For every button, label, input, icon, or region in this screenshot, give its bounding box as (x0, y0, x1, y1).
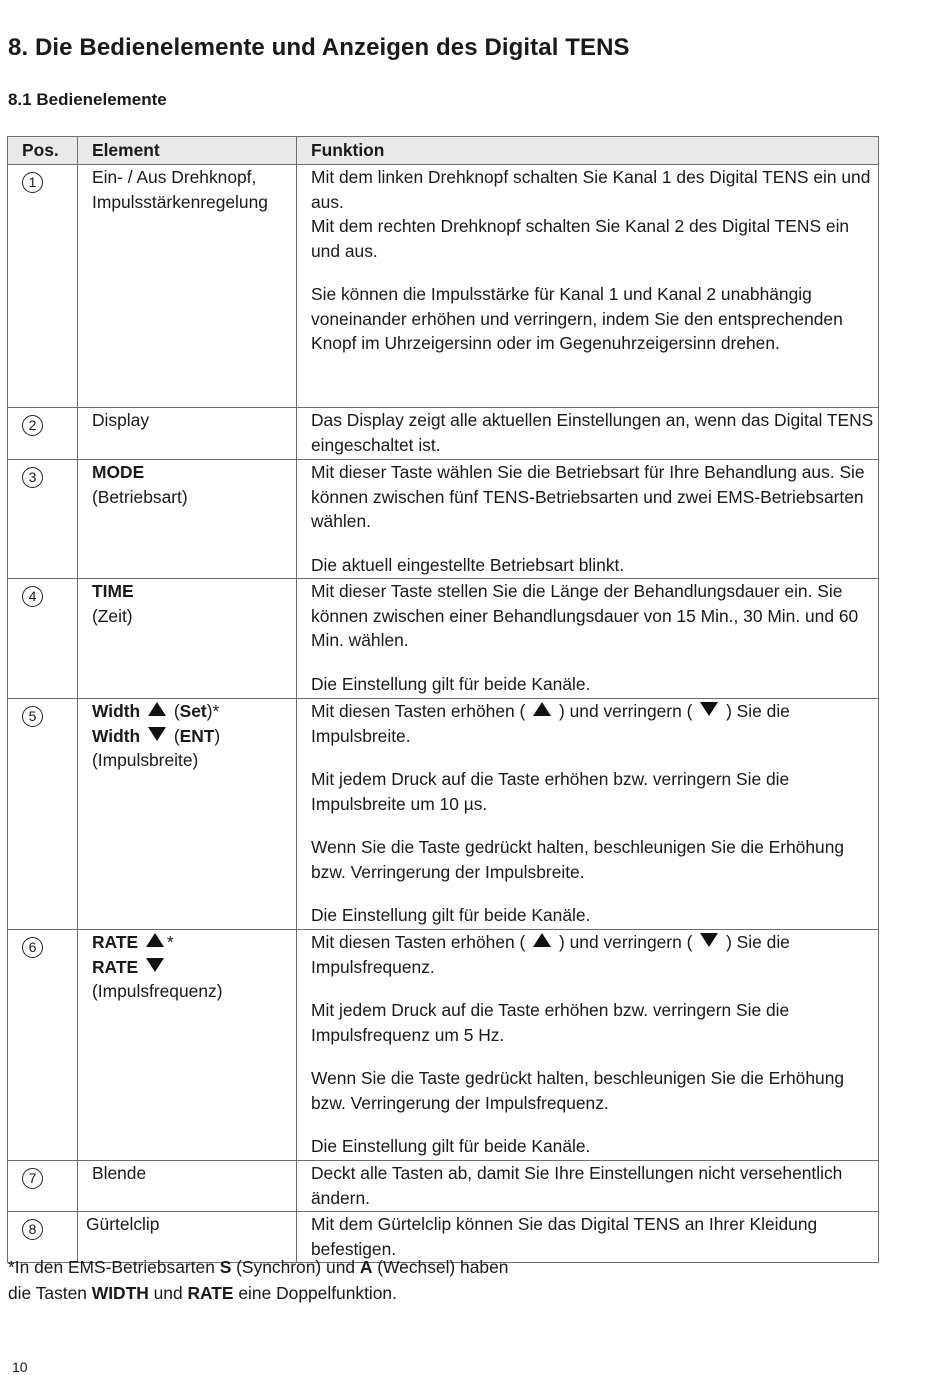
element-label: Display (92, 410, 150, 430)
element-paren: ( (173, 725, 180, 746)
footnote-text: (Wechsel) haben (372, 1257, 509, 1277)
element-cell (78, 165, 297, 408)
footnote-text: *In den EMS-Betriebsarten (8, 1257, 220, 1277)
footnote-text: (Synchron) und (231, 1257, 360, 1277)
function-text: Deckt alle Tasten ab, damit Sie Ihre Einstellungen nicht versehentlich ändern. (311, 1163, 843, 1208)
function-text (311, 699, 878, 748)
function-text: Die Einstellung gilt für beide Kanäle. (311, 1136, 591, 1156)
element-label: RATE (92, 956, 139, 977)
element-line (92, 699, 296, 724)
element-label: Set (179, 701, 207, 721)
circled-number: 2 (22, 415, 43, 436)
element-cell (78, 460, 297, 579)
element-label: Width (92, 725, 141, 746)
footnote-bold: S (219, 1257, 232, 1277)
function-text: Mit dieser Taste stellen Sie die Länge der Behandlungsdauer ein. Sie können zwischen einer Behandlungsdauer von 15 Min., 30 Min. und 60 Min. wählen. (311, 581, 859, 650)
element-line (92, 930, 296, 955)
table-row (8, 579, 879, 699)
function-fragment: Mit diesen Tasten erhöhen ( (311, 701, 526, 721)
function-cell (297, 930, 879, 1161)
function-text: Die Einstellung gilt für beide Kanäle. (311, 905, 591, 925)
function-text: Sie können die Impulsstärke für Kanal 1 und Kanal 2 unabhängig voneinander erhöhen und verringern, indem Sie den entsprechenden Knopf im Uhrzeigersinn oder im Gegenuhrzeigersinn drehen. (311, 284, 843, 353)
circled-number: 8 (22, 1219, 43, 1240)
element-label: Blende (92, 1163, 147, 1183)
function-text: Mit dem Gürtelclip können Sie das Digital TENS an Ihrer Kleidung befestigen. (311, 1214, 818, 1259)
function-cell (297, 408, 879, 460)
function-text: Mit jedem Druck auf die Taste erhöhen bzw. verringern Sie die Impulsfrequenz um 5 Hz. (311, 1000, 790, 1045)
circled-number: 4 (22, 586, 43, 607)
element-label: Width (92, 701, 141, 721)
function-text: Das Display zeigt alle aktuellen Einstellungen an, wenn das Digital TENS eingeschaltet ist. (311, 410, 874, 455)
footnote (8, 1254, 508, 1306)
function-fragment: Mit diesen Tasten erhöhen ( (311, 932, 526, 952)
table-row (8, 930, 879, 1161)
header-element: Element (78, 137, 297, 165)
function-text: Mit dieser Taste wählen Sie die Betriebsart für Ihre Behandlung aus. Sie können zwischen fünf TENS-Betriebsarten und zwei EMS-Betriebsarten wählen. (311, 462, 865, 531)
pos-cell (8, 699, 78, 930)
table-row (8, 1161, 879, 1212)
function-text: Wenn Sie die Taste gedrückt halten, beschleunigen Sie die Erhöhung bzw. Verringerung der Impulsbreite. (311, 837, 845, 882)
element-asterisk: * (166, 932, 174, 952)
element-label: (Impulsbreite) (92, 750, 199, 770)
footnote-text: die Tasten (8, 1283, 92, 1303)
header-function: Funktion (297, 137, 879, 165)
footnote-text: und (148, 1283, 188, 1303)
element-cell (78, 579, 297, 699)
element-label: ENT (179, 725, 215, 746)
function-text: Die Einstellung gilt für beide Kanäle. (311, 673, 591, 694)
circled-number: 6 (22, 937, 43, 958)
triangle-up-icon (533, 933, 551, 947)
table-row (8, 460, 879, 579)
function-cell (297, 460, 879, 579)
table-header-row (8, 137, 879, 165)
function-cell (297, 699, 879, 930)
pos-cell (8, 460, 78, 579)
pos-cell (8, 165, 78, 408)
circled-number: 1 (22, 172, 43, 193)
element-label: Impulsstärkenregelung (92, 191, 268, 212)
function-text: Wenn Sie die Taste gedrückt halten, beschleunigen Sie die Erhöhung bzw. Verringerung der Impulsfrequenz. (311, 1068, 845, 1113)
triangle-up-icon (533, 702, 551, 716)
element-cell (78, 699, 297, 930)
section-title: 8.1 Bedienelemente (8, 90, 167, 109)
function-fragment: ) und verringern ( (558, 701, 693, 721)
element-line (92, 955, 296, 980)
triangle-down-icon (700, 933, 718, 947)
function-text: Mit dem linken Drehknopf schalten Sie Kanal 1 des Digital TENS ein und aus. (311, 167, 871, 212)
function-text (311, 930, 878, 979)
element-cell (78, 1161, 297, 1212)
function-fragment: ) Sie die Impulsfrequenz. (311, 932, 790, 977)
circled-number: 7 (22, 1168, 43, 1189)
page-title: 8. Die Bedienelemente und Anzeigen des Digital TENS (8, 34, 630, 61)
element-paren: ( (173, 701, 180, 721)
pos-cell (8, 408, 78, 460)
table-row (8, 699, 879, 930)
function-fragment: ) und verringern ( (558, 932, 693, 952)
element-line (92, 724, 296, 749)
function-cell (297, 579, 879, 699)
triangle-down-icon (148, 727, 166, 741)
function-text: Mit dem rechten Drehknopf schalten Sie Kanal 2 des Digital TENS ein und aus. (311, 216, 850, 261)
element-paren: ) (214, 725, 221, 746)
function-text: Die aktuell eingestellte Betriebsart blinkt. (311, 554, 625, 575)
function-text: Mit jedem Druck auf die Taste erhöhen bzw. verringern Sie die Impulsbreite um 10 µs. (311, 769, 790, 814)
triangle-down-icon (146, 958, 164, 972)
element-label: (Impulsfrequenz) (92, 981, 223, 1001)
element-paren: )* (206, 701, 220, 721)
triangle-up-icon (146, 933, 164, 947)
pos-cell (8, 1161, 78, 1212)
page-number: 10 (12, 1359, 28, 1375)
element-label: (Betriebsart) (92, 486, 188, 507)
circled-number: 3 (22, 467, 43, 488)
footnote-bold: RATE (187, 1283, 234, 1303)
element-label: TIME (92, 581, 134, 601)
element-label: MODE (92, 462, 145, 482)
footnote-bold: A (359, 1257, 373, 1277)
element-cell (78, 408, 297, 460)
circled-number: 5 (22, 706, 43, 727)
pos-cell (8, 930, 78, 1161)
pos-cell (8, 579, 78, 699)
triangle-down-icon (700, 702, 718, 716)
function-cell (297, 1161, 879, 1212)
table-row (8, 165, 879, 408)
element-cell (78, 930, 297, 1161)
triangle-up-icon (148, 702, 166, 716)
element-label: (Zeit) (92, 605, 133, 626)
header-pos: Pos. (8, 137, 78, 165)
element-label: Gürtelclip (86, 1214, 160, 1234)
controls-table (7, 136, 879, 1263)
element-label: RATE (92, 932, 139, 952)
footnote-bold: WIDTH (91, 1283, 149, 1303)
function-fragment: ) Sie die Impulsbreite. (311, 701, 790, 746)
element-label: Ein- / Aus Drehknopf, (92, 167, 257, 187)
table-row (8, 408, 879, 460)
footnote-text: eine Doppelfunktion. (233, 1283, 397, 1303)
function-cell (297, 165, 879, 408)
